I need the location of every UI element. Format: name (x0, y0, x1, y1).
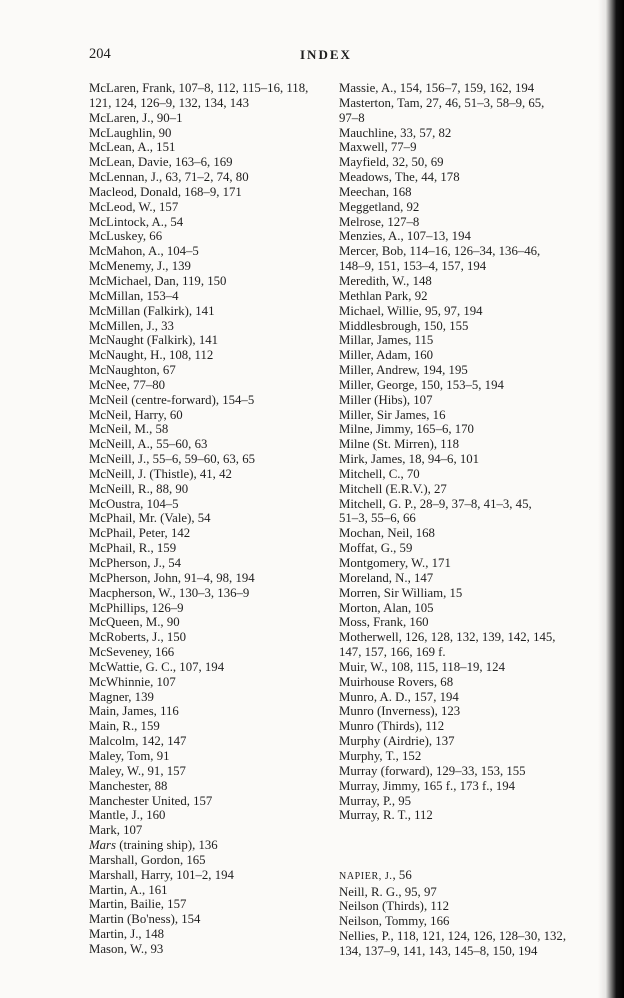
index-entry (339, 274, 575, 289)
index-entry (89, 140, 331, 155)
index-entry (89, 170, 331, 185)
index-entry (339, 96, 575, 126)
index-entry-line: McPhail, R., 159 (89, 541, 177, 556)
index-entry (89, 467, 331, 482)
index-entry (339, 155, 575, 170)
index-entry-line: Miller, George, 150, 153–5, 194 (339, 377, 504, 392)
index-entry-line: Middlesbrough, 150, 155 (339, 318, 469, 333)
index-entry (339, 675, 575, 690)
index-entry (339, 215, 575, 230)
index-entry-line: Meechan, 168 (339, 184, 412, 199)
index-entry (339, 304, 575, 319)
index-entry (339, 81, 575, 96)
index-entry (339, 899, 575, 914)
index-entry (339, 467, 575, 482)
index-entry (339, 229, 575, 244)
index-entry-line: Moss, Frank, 160 (339, 615, 429, 630)
index-entry (339, 690, 575, 705)
index-entry-line: Miller, Andrew, 194, 195 (339, 363, 468, 378)
index-entry-line: Mirk, James, 18, 94–6, 101 (339, 452, 480, 467)
index-entry (339, 289, 575, 304)
index-entry-line: Miller, Sir James, 16 (339, 407, 446, 422)
index-entry-line: NAPIER, J., 56 (339, 867, 412, 882)
index-entry-line: McNeil, Harry, 60 (89, 407, 183, 422)
index-entry (339, 482, 575, 497)
index-entry-line: Motherwell, 126, 128, 132, 139, 142, 145, (339, 630, 556, 645)
index-entry-line: McLennan, J., 63, 71–2, 74, 80 (89, 170, 249, 185)
index-entry-line: Mauchline, 33, 57, 82 (339, 125, 452, 140)
index-entry-line: Mitchell (E.R.V.), 27 (339, 481, 447, 496)
index-entry-line: McNaught, H., 108, 112 (89, 348, 214, 363)
index-entry-line: Morton, Alan, 105 (339, 600, 434, 615)
index-entry (89, 897, 331, 912)
index-entry (339, 615, 575, 630)
index-column-right (339, 81, 575, 959)
index-entry (89, 393, 331, 408)
index-entry-line: McPhail, Peter, 142 (89, 526, 191, 541)
index-entry-line: Macleod, Donald, 168–9, 171 (89, 184, 242, 199)
index-entry (89, 823, 331, 838)
index-column-left (89, 81, 331, 957)
index-entry-line: Murray, Jimmy, 165 f., 173 f., 194 (339, 778, 516, 793)
index-entry (339, 437, 575, 452)
index-entry (339, 333, 575, 348)
index-entry-line: McNeill, J., 55–6, 59–60, 63, 65 (89, 452, 255, 467)
index-entry (89, 511, 331, 526)
index-entry-line: Mason, W., 93 (89, 941, 164, 956)
index-entry-line: McLean, A., 151 (89, 140, 176, 155)
index-entry-line: McSeveney, 166 (89, 645, 175, 660)
index-entry-line: Muir, W., 108, 115, 118–19, 124 (339, 659, 505, 674)
index-entry-line: McNeil (centre-forward), 154–5 (89, 392, 255, 407)
smallcaps-term: NAPIER, J. (339, 870, 393, 882)
index-entry-line: McPherson, J., 54 (89, 556, 182, 570)
index-entry-line: McNaughton, 67 (89, 363, 176, 378)
index-entry-line: Magner, 139 (89, 689, 154, 704)
index-entry-line: Miller, Adam, 160 (339, 348, 434, 363)
index-entry-line: Mitchell, C., 70 (339, 466, 420, 481)
index-entry (89, 660, 331, 675)
index-section-m-continued (339, 81, 575, 823)
index-entry (339, 185, 575, 200)
index-entry (89, 482, 331, 497)
index-entry (339, 586, 575, 601)
index-entry (339, 660, 575, 675)
index-entry-line: McLaren, Frank, 107–8, 112, 115–16, 118, (89, 81, 309, 95)
index-entry-line: Mochan, Neil, 168 (339, 526, 435, 541)
index-entry (89, 319, 331, 334)
index-entry-line: Meadows, The, 44, 178 (339, 170, 460, 185)
index-entry (339, 244, 575, 274)
index-entry-line: Martin (Bo'ness), 154 (89, 912, 201, 927)
index-entry-line: Miller (Hibs), 107 (339, 392, 433, 407)
index-entry (89, 422, 331, 437)
index-entry (339, 408, 575, 423)
index-entry (339, 885, 575, 900)
index-entry-line: Malcolm, 142, 147 (89, 734, 187, 749)
index-entry-line: McLuskey, 66 (89, 229, 163, 244)
index-entry (89, 853, 331, 868)
index-entry (89, 497, 331, 512)
index-entry-line: Manchester, 88 (89, 778, 168, 793)
index-entry-line: Murphy, T., 152 (339, 748, 422, 763)
index-entry (89, 541, 331, 556)
index-entry-line: McLaren, J., 90–1 (89, 110, 183, 125)
index-entry-line: Munro, A. D., 157, 194 (339, 689, 459, 704)
index-entry (89, 615, 331, 630)
index-entry (89, 808, 331, 823)
index-entry-line: Murray, P., 95 (339, 793, 412, 808)
index-entry (89, 81, 331, 111)
index-entry-line: Murphy (Airdrie), 137 (339, 734, 455, 749)
index-entry (339, 422, 575, 437)
index-entry (339, 764, 575, 779)
index-entry (89, 259, 331, 274)
index-entry (339, 794, 575, 809)
index-entry-line: Masterton, Tam, 27, 46, 51–3, 58–9, 65, (339, 95, 545, 110)
index-entry-line: Marshall, Harry, 101–2, 194 (89, 867, 234, 882)
index-entry-line: Munro (Inverness), 123 (339, 704, 461, 719)
index-entry-line: Mark, 107 (89, 823, 143, 838)
index-entry-line: McWhinnie, 107 (89, 674, 176, 689)
index-entry (89, 764, 331, 779)
index-entry-line: Mayfield, 32, 50, 69 (339, 155, 444, 170)
index-entry (89, 229, 331, 244)
index-entry-line: Moffat, G., 59 (339, 541, 413, 556)
index-entry (89, 111, 331, 126)
index-entry (339, 556, 575, 571)
index-entry (89, 244, 331, 259)
index-entry (89, 452, 331, 467)
index-section-n (339, 868, 575, 959)
index-entry-line: Mantle, J., 160 (89, 808, 166, 823)
index-entry (89, 704, 331, 719)
index-entry-line: McMahon, A., 104–5 (89, 244, 199, 259)
index-entry-line: McPhillips, 126–9 (89, 600, 184, 615)
index-entry-line: Melrose, 127–8 (339, 214, 420, 229)
index-entry (339, 601, 575, 616)
index-entry-line: McNeil, M., 58 (89, 422, 169, 437)
index-entry (89, 304, 331, 319)
index-entry-line: Martin, Bailie, 157 (89, 897, 187, 912)
index-entry (89, 571, 331, 586)
index-entry (89, 868, 331, 883)
index-entry-line: Neilson (Thirds), 112 (339, 899, 450, 914)
index-entry-line: Methlan Park, 92 (339, 288, 428, 303)
index-entry (339, 719, 575, 734)
index-entry-line: McNeill, J. (Thistle), 41, 42 (89, 466, 232, 481)
index-entry (89, 289, 331, 304)
index-entry-line: Macpherson, W., 130–3, 136–9 (89, 585, 250, 600)
index-entry-line: McLaughlin, 90 (89, 125, 172, 140)
index-entry-line: McWattie, G. C., 107, 194 (89, 659, 225, 674)
index-entry-line: McQueen, M., 90 (89, 615, 180, 630)
index-entry-line: McNaught (Falkirk), 141 (89, 333, 219, 348)
index-entry-continuation: 121, 124, 126–9, 132, 134, 143 (89, 95, 249, 110)
index-entry (339, 363, 575, 378)
index-entry-line: McRoberts, J., 150 (89, 630, 187, 645)
index-entry (89, 601, 331, 616)
index-entry-line: McNee, 77–80 (89, 377, 166, 392)
page-edge-shadow (598, 0, 624, 998)
index-entry (89, 942, 331, 957)
index-entry (89, 378, 331, 393)
index-entry-line: McPherson, John, 91–4, 98, 194 (89, 570, 255, 585)
index-entry (339, 497, 575, 527)
index-entry-continuation: 148–9, 151, 153–4, 157, 194 (339, 259, 487, 274)
section-gap (339, 823, 575, 868)
index-entry (89, 556, 331, 571)
index-entry (339, 571, 575, 586)
index-entry-continuation: 97–8 (339, 110, 365, 125)
index-entry (339, 734, 575, 749)
index-entry-line: McOustra, 104–5 (89, 496, 179, 511)
index-entry (89, 348, 331, 363)
index-entry-line: McMillan (Falkirk), 141 (89, 303, 215, 318)
index-entry-line: Munro (Thirds), 112 (339, 719, 445, 734)
index-entry-line: Maley, Tom, 91 (89, 748, 170, 763)
index-entry (339, 126, 575, 141)
index-entry-line: McPhail, Mr. (Vale), 54 (89, 511, 211, 526)
index-entry (89, 437, 331, 452)
index-entry-line: Main, R., 159 (89, 719, 160, 734)
index-entry (89, 215, 331, 230)
index-entry-line: Maxwell, 77–9 (339, 140, 417, 155)
index-entry (89, 749, 331, 764)
index-entry (89, 274, 331, 289)
index-entry-line: McLeod, W., 157 (89, 199, 179, 214)
index-entry-line: Milne, Jimmy, 165–6, 170 (339, 422, 474, 437)
index-entry (339, 348, 575, 363)
index-entry-line: Massie, A., 154, 156–7, 159, 162, 194 (339, 81, 535, 95)
index-entry (339, 452, 575, 467)
index-entry-line: Mitchell, G. P., 28–9, 37–8, 41–3, 45, (339, 496, 532, 511)
index-entry-line: Neilson, Tommy, 166 (339, 914, 450, 929)
index-entry (339, 170, 575, 185)
index-entry (89, 883, 331, 898)
index-entry (89, 690, 331, 705)
running-head-title: INDEX (300, 47, 352, 62)
index-entry-line: Meredith, W., 148 (339, 273, 432, 288)
index-entry (89, 927, 331, 942)
index-entry-line: Millar, James, 115 (339, 333, 434, 348)
index-entry-line: Montgomery, W., 171 (339, 556, 451, 570)
index-entry-line: Maley, W., 91, 157 (89, 763, 186, 778)
index-entry-line: McMillan, 153–4 (89, 288, 179, 303)
index-entry-line: McMichael, Dan, 119, 150 (89, 273, 227, 288)
index-entry-line: Michael, Willie, 95, 97, 194 (339, 303, 483, 318)
index-entry (89, 838, 331, 853)
index-entry (89, 333, 331, 348)
index-entry-line: McLintock, A., 54 (89, 214, 184, 229)
index-entry (89, 779, 331, 794)
index-entry-line: Mars (training ship), 136 (89, 838, 218, 853)
index-entry-line: Muirhouse Rovers, 68 (339, 674, 454, 689)
index-entry (339, 749, 575, 764)
index-entry-line: McNeill, R., 88, 90 (89, 481, 189, 496)
index-entry-line: Meggetland, 92 (339, 199, 420, 214)
index-entry (89, 155, 331, 170)
index-entry (89, 408, 331, 423)
index-entry (89, 794, 331, 809)
index-entry-line: Morren, Sir William, 15 (339, 585, 463, 600)
index-entry (89, 719, 331, 734)
index-entry-line: Mercer, Bob, 114–16, 126–34, 136–46, (339, 244, 541, 259)
index-entry (89, 363, 331, 378)
index-entry (339, 200, 575, 215)
index-entry (339, 319, 575, 334)
index-entry-line: Martin, J., 148 (89, 927, 165, 942)
index-entry (339, 541, 575, 556)
index-entry (339, 393, 575, 408)
index-entry-continuation: 147, 157, 166, 169 f. (339, 645, 446, 660)
index-entry-line: Martin, A., 161 (89, 882, 168, 897)
index-entry (89, 586, 331, 601)
index-entry (339, 140, 575, 155)
index-entry-line: Moreland, N., 147 (339, 570, 434, 585)
index-entry (89, 185, 331, 200)
index-entry-line: Main, James, 116 (89, 704, 179, 719)
index-entry-line: McMenemy, J., 139 (89, 259, 191, 274)
index-entry-line: Murray, R. T., 112 (339, 808, 433, 823)
index-entry (339, 808, 575, 823)
index-entry (339, 378, 575, 393)
index-entry (339, 630, 575, 660)
index-entry (339, 779, 575, 794)
index-entry-line: Neill, R. G., 95, 97 (339, 884, 437, 899)
index-entry-line: McNeill, A., 55–60, 63 (89, 437, 208, 452)
index-entry (89, 912, 331, 927)
index-entry (89, 526, 331, 541)
index-entry (89, 734, 331, 749)
index-entry-continuation: 51–3, 55–6, 66 (339, 511, 416, 526)
index-entry (89, 675, 331, 690)
index-entry-line: McMillen, J., 33 (89, 318, 174, 333)
index-entry-line: Nellies, P., 118, 121, 124, 126, 128–30, 132, (339, 929, 567, 944)
index-entry (339, 704, 575, 719)
index-entry-line: Murray (forward), 129–33, 153, 155 (339, 763, 526, 778)
index-entry (339, 914, 575, 929)
index-entry (339, 868, 575, 885)
index-entry-line: Menzies, A., 107–13, 194 (339, 229, 471, 244)
index-entry-line: Manchester United, 157 (89, 793, 213, 808)
index-entry (339, 526, 575, 541)
italic-term: Mars (89, 838, 117, 853)
index-entry (89, 630, 331, 645)
index-entry-line: Milne (St. Mirren), 118 (339, 437, 460, 452)
index-entry-line: McLean, Davie, 163–6, 169 (89, 155, 233, 170)
index-entry (339, 929, 575, 959)
index-entry-line: Marshall, Gordon, 165 (89, 852, 206, 867)
index-entry (89, 200, 331, 215)
page-number: 204 (89, 46, 111, 62)
index-entry-continuation: 134, 137–9, 141, 143, 145–8, 150, 194 (339, 943, 538, 958)
index-entry (89, 645, 331, 660)
index-entry (89, 126, 331, 141)
